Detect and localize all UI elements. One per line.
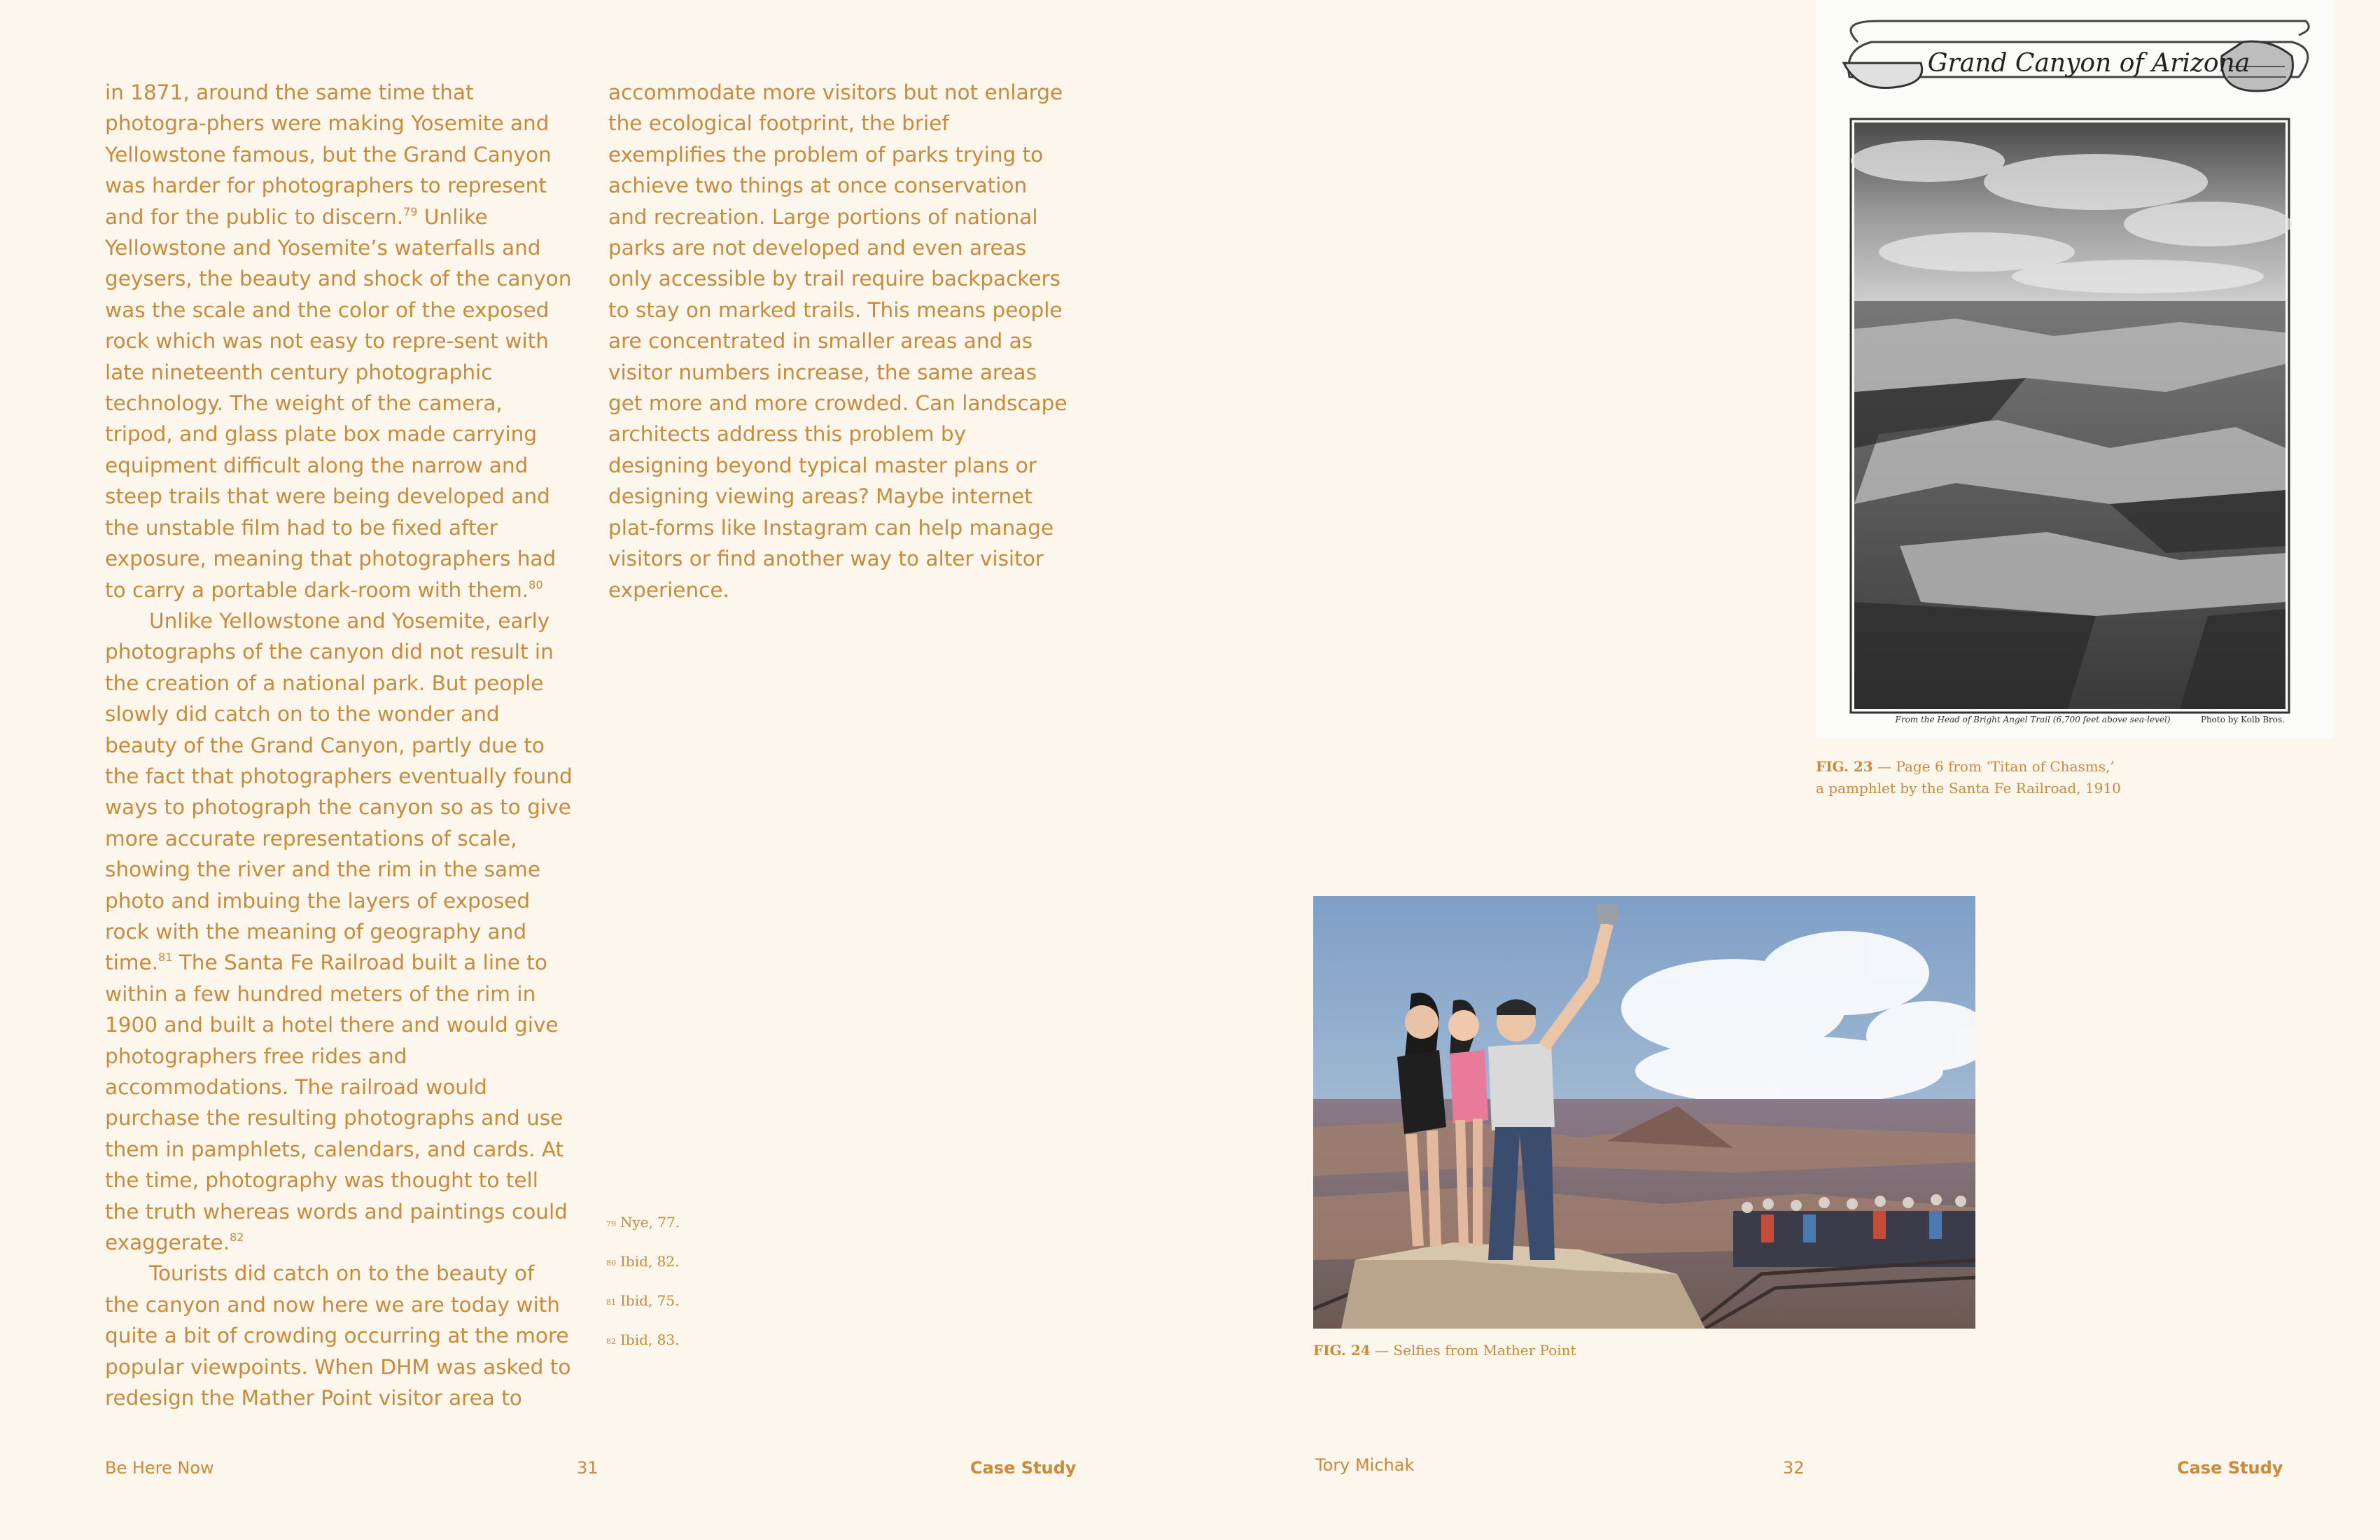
pamphlet-header-text: Grand Canyon of Arizona: [1927, 49, 2250, 78]
footnote-number: 79: [606, 1219, 616, 1228]
footnotes: [606, 1214, 680, 1371]
fig24-caption-text: — Selfies from Mather Point: [1370, 1342, 1576, 1359]
fig23-caption-line2: a pamphlet by the Santa Fe Railroad, 1910: [1816, 780, 2121, 797]
body-text-column-1: [105, 77, 574, 1413]
paragraph-2: [105, 606, 574, 1259]
footnote-number: 82: [606, 1337, 616, 1346]
pottery-left-icon: [1844, 63, 1922, 88]
pamphlet-page-illustration: [1816, 0, 2334, 738]
text-run: in 1871, around the same time that photogra-phers were making Yosemite and Yellowstone famous, but the Grand Canyon was harder for photographers to represent and for the public to discern.: [105, 80, 552, 229]
footnote-82: [606, 1331, 680, 1371]
fig23-caption-line1: — Page 6 from ‘Titan of Chasms,’: [1872, 758, 2115, 775]
fig24-label: FIG. 24: [1313, 1342, 1371, 1359]
footer-section-right: Case Study: [2177, 1458, 2283, 1478]
fig23-label: FIG. 23: [1816, 758, 1873, 775]
paragraph-1: [105, 77, 574, 606]
footnote-81: [606, 1292, 680, 1331]
body-text-column-2: [608, 77, 1070, 606]
paragraph-3: Tourists did catch on to the beauty of the canyon and now here we are today with quite a bit of crowding occurring at the more popular viewpoints. When DHM was asked to redesign the Mather Point visitor area to: [105, 1261, 571, 1410]
fig23-caption: [1816, 756, 2121, 799]
photo-caption-text: From the Head of Bright Angel Trail (6,700 feet above sea-level): [1895, 715, 2171, 724]
footnote-text: Ibid, 83.: [620, 1331, 680, 1348]
footer-page-number-right: 32: [1783, 1458, 1805, 1478]
footer-page-number: 31: [577, 1458, 598, 1478]
footer-section: Case Study: [970, 1458, 1077, 1478]
footer-title: Be Here Now: [105, 1458, 214, 1478]
footnote-text: Ibid, 82.: [620, 1253, 680, 1270]
fig24-caption: [1313, 1340, 1576, 1362]
footnote-79: [606, 1214, 680, 1253]
photo-credit-text: Photo by Kolb Bros.: [2200, 715, 2285, 724]
footnote-ref-82[interactable]: 82: [230, 1231, 244, 1245]
footnote-number: 80: [606, 1259, 616, 1268]
selfie-photo-illustration: [1313, 896, 1975, 1329]
footnote-ref-79[interactable]: 79: [403, 204, 418, 218]
text-run: Unlike Yellowstone and Yosemite’s waterfalls and geysers, the beauty and shock of the canyon was the scale and the color of the exposed rock which was not easy to repre-sent with late nineteenth century photographic technology. The weight of the camera, tripod, and glass plate box made carrying equipment difficult along the narrow and steep trails that were being developed and the unstable film had to be fixed after exposure, meaning that photographers had to carry a portable dark-room with them.: [105, 204, 572, 602]
footnote-text: Ibid, 75.: [620, 1292, 680, 1309]
fig24-image[interactable]: [1313, 896, 1975, 1329]
header-ornament-left: [1851, 21, 2309, 42]
footer-author: Tory Michak: [1315, 1455, 1415, 1475]
footnote-ref-81[interactable]: 81: [158, 951, 173, 965]
footnote-ref-80[interactable]: 80: [528, 578, 543, 592]
fig23-image[interactable]: [1816, 0, 2334, 738]
text-run: The Santa Fe Railroad built a line to within a few hundred meters of the rim in 1900 and built a hotel there and would give photographers free rides and accommodations. The railroad would purchase the resulting photographs and use them in pamphlets, calendars, and cards. At the time, photography was thought to tell the truth whereas words and paintings could exaggerate.: [105, 951, 568, 1255]
paragraph-4: accommodate more visitors but not enlarge the ecological footprint, the brief exemplifies the problem of parks trying to achieve two things at once conservation and recreation. Large portions of national parks are not developed and even areas only accessible by trail require backpackers to stay on marked trails. This means people are concentrated in smaller areas and as visitor numbers increase, the same areas get more and more crowded. Can landscape architects address this problem by designing beyond typical master plans or designing viewing areas? Maybe internet plat-forms like Instagram can help manage visitors or find another way to alter visitor experience.: [608, 80, 1068, 602]
footnote-number: 81: [606, 1298, 616, 1307]
text-run: Unlike Yellowstone and Yosemite, early photographs of the canyon did not result in the creation of a national park. But people slowly did catch on to the wonder and beauty of the Grand Canyon, partly due to the fact that photographers eventually found ways to photograph the canyon so as to give more accurate representations of scale, showing the river and the rim in the same photo and imbuing the layers of exposed rock with the meaning of geography and time.: [105, 608, 573, 975]
phone-icon: [1597, 904, 1618, 924]
footnote-text: Nye, 77.: [620, 1214, 680, 1231]
footnote-80: [606, 1253, 680, 1292]
